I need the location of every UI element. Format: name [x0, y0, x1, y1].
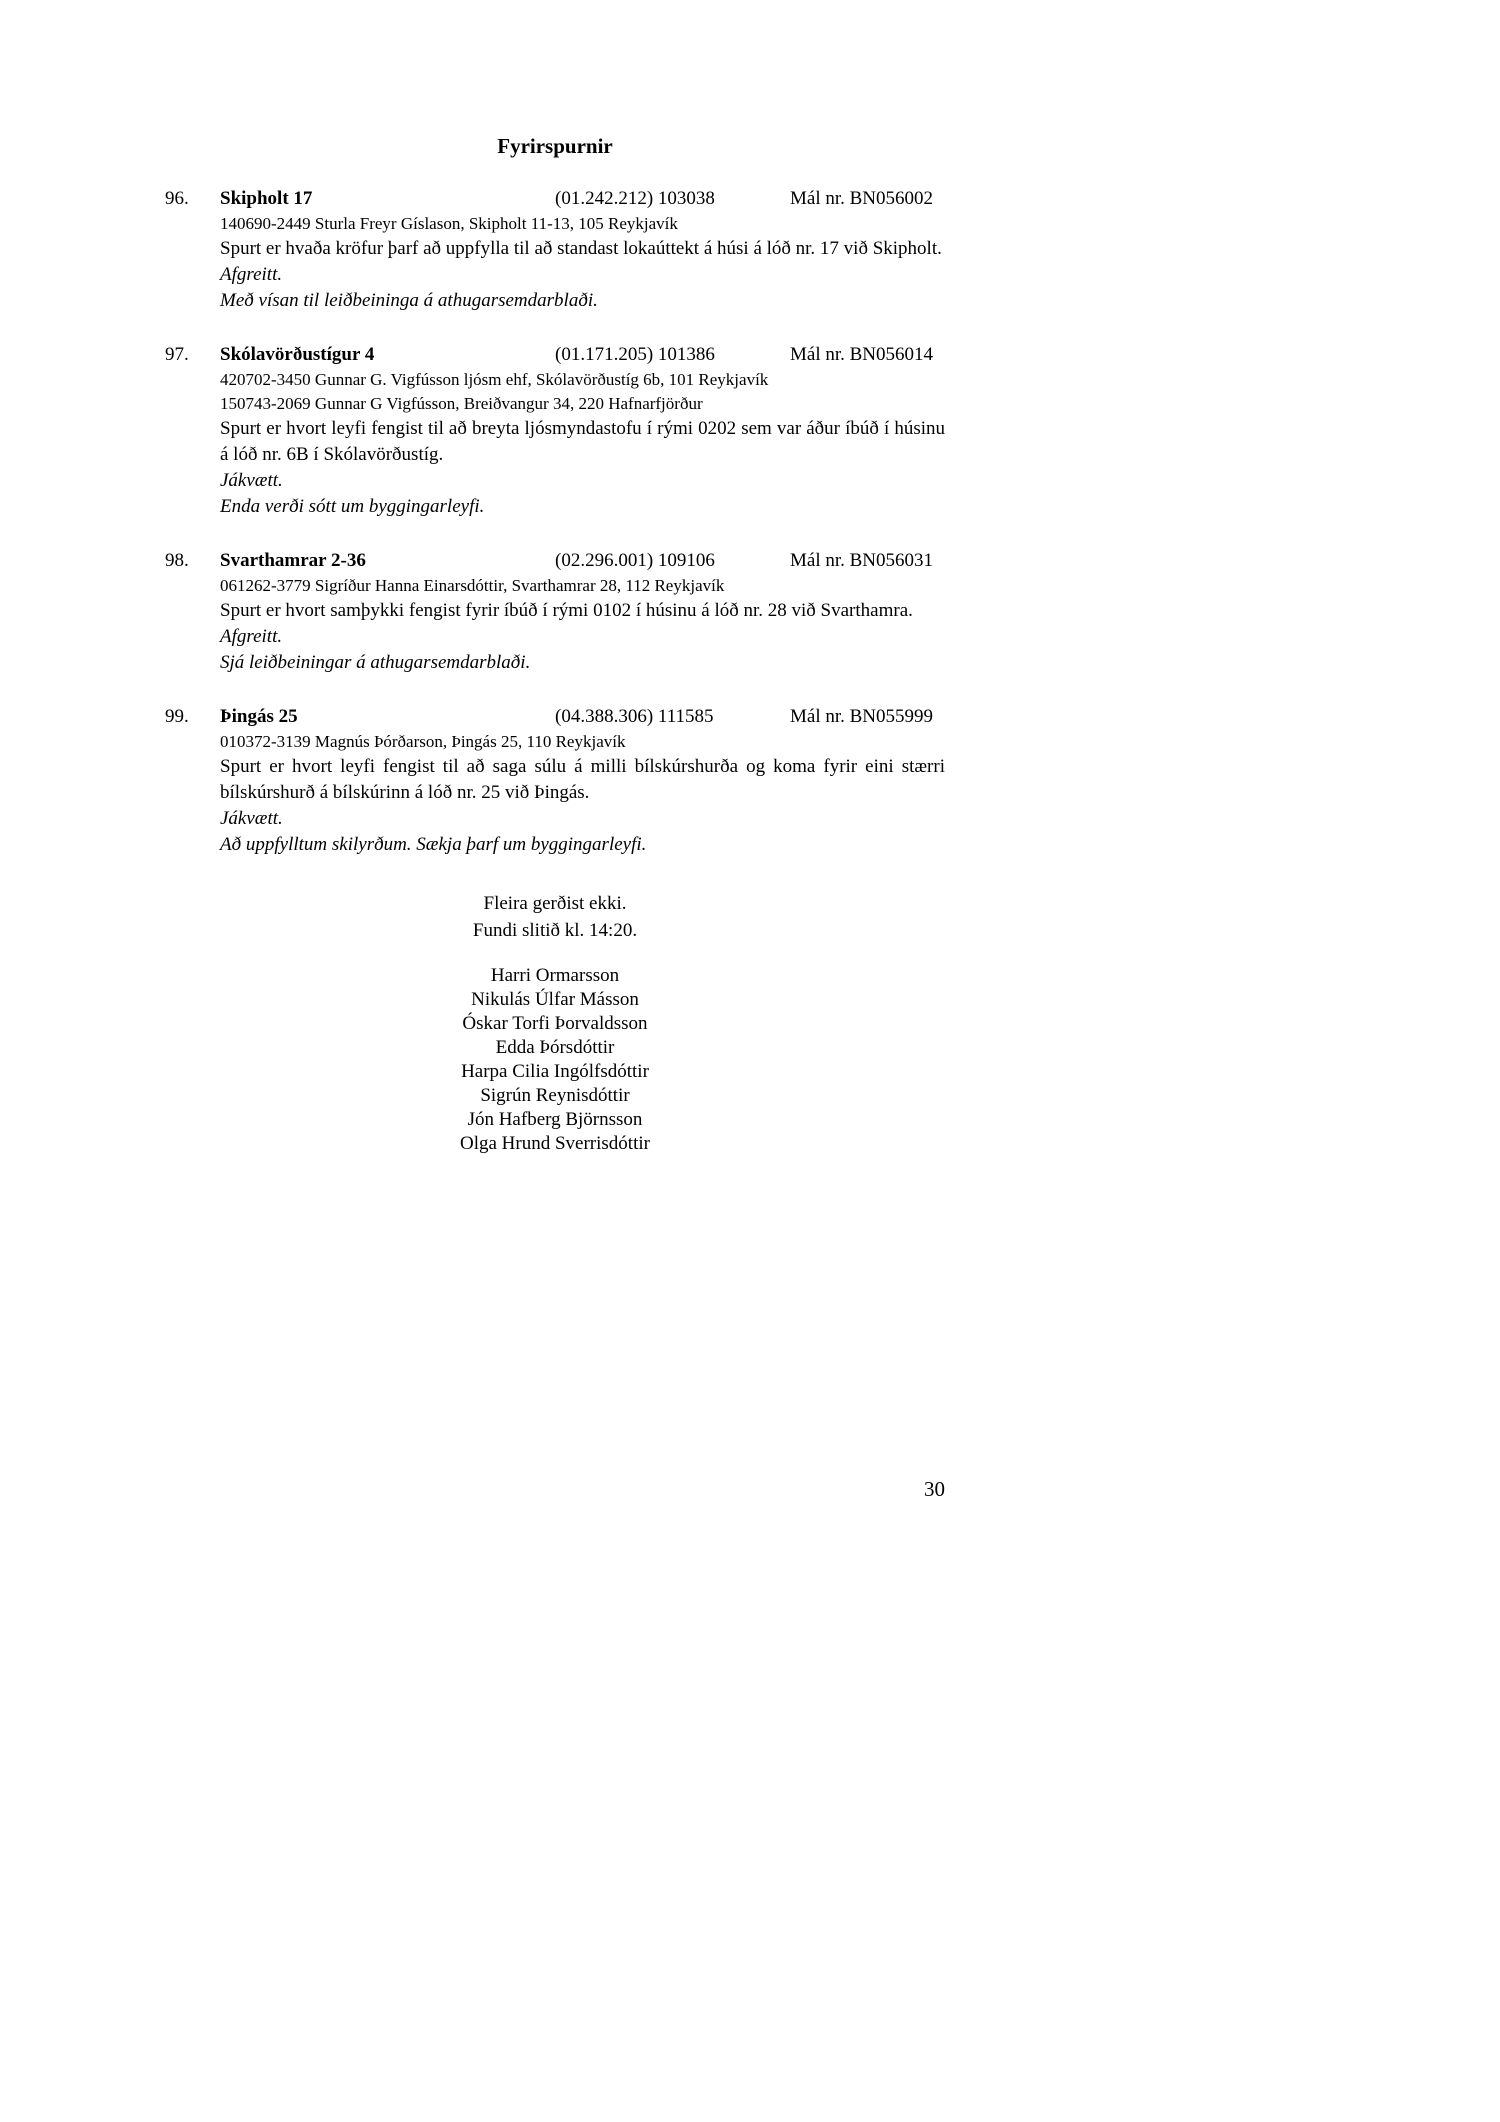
- item-question: Spurt er hvort leyfi fengist til að saga súlu á milli bílskúrshurða og koma fyrir eini stærri bílskúrshurð á bílskúrinn á lóð nr. 25 við Þingás.: [220, 756, 945, 803]
- item-case-number: Mál nr. BN055999: [790, 706, 934, 727]
- closing-line: Fundi slitið kl. 14:20.: [472, 920, 638, 941]
- item-question: Spurt er hvaða kröfur þarf að uppfylla til að standast lokaúttekt á húsi á lóð nr. 17 við Skipholt.: [220, 238, 942, 259]
- item-number: 99.: [165, 706, 189, 727]
- item-party-line: 010372-3139 Magnús Þórðarson, Þingás 25, 110 Reykjavík: [220, 732, 626, 751]
- inquiry-item: [165, 704, 945, 858]
- inquiry-item: [165, 548, 945, 676]
- signature-name: Harpa Cilia Ingólfsdóttir: [461, 1061, 649, 1082]
- inquiry-item-header: [165, 186, 945, 212]
- inquiry-item-header: [165, 704, 945, 730]
- inquiry-item-header: [165, 548, 945, 574]
- item-note: Að uppfylltum skilyrðum. Sækja þarf um byggingarleyfi.: [220, 834, 647, 855]
- signature-name: Olga Hrund Sverrisdóttir: [460, 1133, 650, 1154]
- signature-name: Jón Hafberg Björnsson: [467, 1109, 643, 1130]
- signature-name: Harri Ormarsson: [490, 965, 620, 986]
- item-note: Sjá leiðbeiningar á athugarsemdarblaði.: [220, 652, 531, 673]
- item-case-number: Mál nr. BN056014: [790, 344, 934, 365]
- item-parties: [220, 730, 945, 754]
- item-note: Enda verði sótt um byggingarleyfi.: [220, 496, 485, 517]
- document-content: [165, 133, 945, 1156]
- signatures-block: [165, 964, 945, 1156]
- item-case-number: Mál nr. BN056002: [790, 188, 934, 209]
- closing-block: [165, 890, 945, 944]
- inquiry-item: [165, 186, 945, 314]
- item-parties: [220, 574, 945, 598]
- signature-name: Nikulás Úlfar Másson: [471, 989, 639, 1010]
- item-number: 96.: [165, 188, 189, 209]
- signature-name: Edda Þórsdóttir: [495, 1037, 615, 1058]
- page-number: 30: [924, 1477, 945, 1501]
- inquiry-item-header: [165, 342, 945, 368]
- item-question: Spurt er hvort samþykki fengist fyrir íbúð í rými 0102 í húsinu á lóð nr. 28 við Svarthamra.: [220, 600, 913, 621]
- item-location-code: (01.242.212) 103038: [555, 188, 715, 209]
- item-party-line: 140690-2449 Sturla Freyr Gíslason, Skipholt 11-13, 105 Reykjavík: [220, 214, 678, 233]
- inquiry-item: [165, 342, 945, 520]
- item-party-line: 061262-3779 Sigríður Hanna Einarsdóttir, Svarthamrar 28, 112 Reykjavík: [220, 576, 725, 595]
- item-location-code: (04.388.306) 111585: [555, 706, 714, 727]
- signature-name: Sigrún Reynisdóttir: [480, 1085, 630, 1106]
- item-title: Þingás 25: [220, 706, 298, 727]
- item-number: 98.: [165, 550, 189, 571]
- item-title: Svarthamrar 2-36: [220, 550, 366, 571]
- item-party-line: 150743-2069 Gunnar G Vigfússon, Breiðvangur 34, 220 Hafnarfjörður: [220, 394, 703, 413]
- item-parties: [220, 212, 945, 236]
- page-title: Fyrirspurnir: [497, 134, 613, 158]
- item-location-code: (02.296.001) 109106: [555, 550, 715, 571]
- item-number: 97.: [165, 344, 189, 365]
- item-decision: Jákvætt.: [220, 808, 283, 829]
- item-decision: Afgreitt.: [220, 264, 283, 285]
- closing-line: Fleira gerðist ekki.: [483, 893, 627, 914]
- item-decision: Jákvætt.: [220, 470, 283, 491]
- item-note: Með vísan til leiðbeininga á athugarsemdarblaði.: [220, 290, 598, 311]
- item-question: Spurt er hvort leyfi fengist til að breyta ljósmyndastofu í rými 0202 sem var áður íbúð í húsinu á lóð nr. 6B í Skólavörðustíg.: [220, 418, 945, 465]
- item-decision: Afgreitt.: [220, 626, 283, 647]
- item-case-number: Mál nr. BN056031: [790, 550, 934, 571]
- item-title: Skólavörðustígur 4: [220, 344, 375, 365]
- inquiry-items-list: [165, 186, 945, 858]
- item-parties: [220, 368, 945, 416]
- item-location-code: (01.171.205) 101386: [555, 344, 715, 365]
- item-party-line: 420702-3450 Gunnar G. Vigfússon ljósm ehf, Skólavörðustíg 6b, 101 Reykjavík: [220, 370, 769, 389]
- signature-name: Óskar Torfi Þorvaldsson: [462, 1013, 648, 1034]
- item-title: Skipholt 17: [220, 188, 313, 209]
